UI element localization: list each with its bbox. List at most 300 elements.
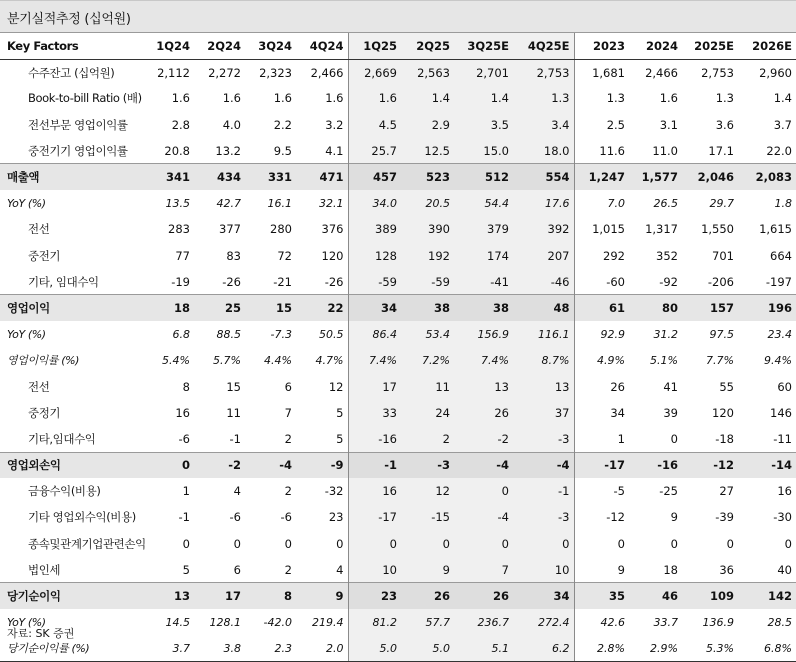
table-cell: 5.0	[401, 635, 454, 661]
table-cell: -59	[348, 269, 401, 295]
table-cell: 9.5	[273, 143, 292, 158]
table-cell: 2	[284, 562, 292, 577]
table-row	[0, 295, 796, 321]
table-cell: 20.8	[164, 143, 190, 158]
table-cell: 26	[401, 583, 454, 609]
table-cell: 17.1	[708, 143, 734, 158]
table-cell: 5.1	[454, 635, 513, 661]
table-cell: 26	[574, 373, 629, 399]
column-header: 3Q25E	[454, 33, 513, 59]
table-cell: 80	[629, 295, 682, 321]
table-cell: 2.9	[401, 112, 454, 138]
table-cell: 4.0	[222, 117, 241, 132]
table-cell: 5.4%	[162, 353, 190, 367]
row-label: Book-to-bill Ratio (배)	[28, 91, 142, 106]
row-label: YoY (%)	[7, 196, 46, 210]
table-cell: 523	[401, 164, 454, 190]
table-cell: 9	[670, 510, 678, 525]
column-header: 2025E	[682, 33, 738, 59]
table-cell: 16.1	[267, 196, 292, 210]
table-cell: 236.7	[454, 609, 513, 635]
table-cell: 2.8%	[574, 635, 629, 661]
table-cell: 25	[194, 295, 245, 321]
table-cell: 23	[348, 583, 401, 609]
table-cell: 331	[245, 164, 296, 190]
table-cell: 109	[682, 583, 738, 609]
row-label: 법인세	[28, 562, 61, 577]
table-cell: 2,272	[208, 65, 241, 80]
table-cell: 34.0	[348, 190, 401, 216]
table-cell: -16	[629, 452, 682, 478]
table-cell: -9	[296, 452, 348, 478]
table-cell: 11.0	[652, 143, 678, 158]
table-cell: 4.9%	[574, 347, 629, 373]
table-cell: 12	[401, 478, 454, 504]
table-cell: -5	[574, 478, 629, 504]
table-cell: 61	[574, 295, 629, 321]
table-cell: 192	[401, 243, 454, 269]
table-title-bar	[0, 0, 796, 33]
table-cell: 1.6	[171, 91, 190, 106]
table-row	[0, 216, 796, 242]
table-cell: 457	[348, 164, 401, 190]
row-label: 종속및관계기업관련손익	[28, 536, 146, 551]
table-cell: 379	[454, 216, 513, 242]
table-cell: 1.6	[659, 91, 678, 106]
table-cell: 2,753	[513, 59, 574, 85]
table-cell: 33.7	[653, 615, 678, 629]
table-cell: 4.7%	[315, 353, 344, 367]
table-cell: 1.6	[273, 91, 292, 106]
table-cell: 13	[454, 373, 513, 399]
table-cell: 15	[245, 295, 296, 321]
table-cell: 29.7	[709, 196, 734, 210]
table-row	[0, 190, 796, 216]
earnings-table	[0, 33, 796, 662]
table-cell: -3	[513, 504, 574, 530]
table-cell: 16	[348, 478, 401, 504]
row-label: 중정기	[28, 405, 61, 420]
table-cell: 7.4%	[454, 347, 513, 373]
table-cell: -6	[178, 431, 190, 446]
table-cell: 1,577	[629, 164, 682, 190]
table-cell: 1,615	[759, 222, 792, 237]
table-row	[0, 85, 796, 111]
table-cell: 389	[348, 216, 401, 242]
table-cell: 2,701	[454, 59, 513, 85]
table-cell: 5.1%	[650, 353, 678, 367]
table-cell: 0	[454, 478, 513, 504]
table-cell: -4	[513, 452, 574, 478]
table-cell: -18	[715, 431, 734, 446]
header-label: Key Factors	[0, 33, 150, 59]
table-cell: 7	[284, 405, 292, 420]
table-cell: 352	[656, 248, 678, 263]
table-cell: 1.6	[222, 91, 241, 106]
table-cell: 1.4	[773, 91, 792, 106]
table-cell: -7.3	[270, 327, 292, 341]
table-cell: -6	[229, 510, 241, 525]
table-cell: -30	[773, 510, 792, 525]
table-cell: 15	[226, 379, 241, 394]
table-cell: 83	[226, 248, 241, 263]
table-cell: 2,046	[682, 164, 738, 190]
row-label: 영업외손익	[0, 452, 150, 478]
table-cell: 5	[336, 431, 344, 446]
table-cell: 1.3	[574, 85, 629, 111]
table-cell: 1.3	[513, 85, 574, 111]
row-label: 금융수익(비용)	[28, 484, 101, 499]
table-cell: 2.8	[171, 117, 190, 132]
table-cell: 376	[321, 222, 344, 237]
row-label: 전선부문 영업이익률	[28, 117, 128, 132]
table-cell: 10	[513, 557, 574, 583]
table-cell: 37	[513, 400, 574, 426]
table-cell: 554	[513, 164, 574, 190]
table-cell: -60	[574, 269, 629, 295]
table-cell: 136.9	[702, 615, 734, 629]
table-cell: 60	[777, 379, 792, 394]
table-cell: 3.5	[454, 112, 513, 138]
table-cell: 6	[233, 562, 241, 577]
table-cell: 17	[194, 583, 245, 609]
table-cell: 38	[401, 295, 454, 321]
table-cell: 34	[348, 295, 401, 321]
table-row	[0, 59, 796, 85]
table-cell: 57.7	[401, 609, 454, 635]
row-label: YoY (%)	[7, 615, 46, 629]
row-label: YoY (%)	[7, 327, 46, 341]
table-row	[0, 635, 796, 661]
table-cell: 7.2%	[401, 347, 454, 373]
table-cell: -46	[513, 269, 574, 295]
table-cell: 20.5	[401, 190, 454, 216]
table-cell: 0	[182, 536, 190, 551]
table-cell: 4.1	[325, 143, 344, 158]
table-cell: 2	[284, 484, 292, 499]
table-cell: 377	[219, 222, 241, 237]
table-cell: 701	[712, 248, 734, 263]
table-cell: -26	[222, 274, 241, 289]
table-cell: -4	[454, 452, 513, 478]
table-cell: 72	[277, 248, 292, 263]
table-cell: 219.4	[312, 615, 344, 629]
table-cell: 35	[574, 583, 629, 609]
row-label: 중전기기 영업이익률	[28, 143, 128, 158]
table-cell: 207	[513, 243, 574, 269]
table-cell: 1,247	[574, 164, 629, 190]
table-cell: 12.5	[401, 138, 454, 164]
table-cell: 471	[296, 164, 348, 190]
table-cell: 1.4	[454, 85, 513, 111]
table-cell: 28.5	[767, 615, 792, 629]
table-cell: 9	[296, 583, 348, 609]
column-header: 4Q25E	[513, 33, 574, 59]
table-cell: 7.7%	[706, 353, 734, 367]
table-cell: 2.9%	[629, 635, 682, 661]
table-cell: -32	[324, 484, 344, 499]
row-label: 매출액	[0, 164, 150, 190]
row-label: 영업이익	[0, 295, 150, 321]
table-row	[0, 243, 796, 269]
row-label: 기타,임대수익	[28, 431, 96, 446]
table-cell: 18	[663, 562, 678, 577]
table-cell: 2,112	[157, 65, 190, 80]
table-cell: -1	[513, 478, 574, 504]
table-cell: 18	[150, 295, 194, 321]
table-cell: -1	[229, 431, 241, 446]
table-cell: -3	[513, 426, 574, 452]
table-cell: 1	[182, 484, 190, 499]
table-cell: 0	[150, 452, 194, 478]
table-cell: 2,466	[310, 65, 344, 80]
table-cell: -2	[454, 426, 513, 452]
table-cell: 13.2	[215, 143, 241, 158]
table-cell: 11	[226, 405, 241, 420]
row-label: 당기순이익	[0, 583, 150, 609]
table-cell: -17	[574, 452, 629, 478]
table-cell: 50.5	[319, 327, 344, 341]
table-cell: 5.7%	[213, 353, 241, 367]
table-cell: 2,960	[759, 65, 792, 80]
table-cell: 156.9	[454, 321, 513, 347]
table-cell: 3.4	[513, 112, 574, 138]
table-cell: 32.1	[319, 196, 344, 210]
table-row	[0, 531, 796, 557]
row-label: 중전기	[28, 248, 61, 263]
table-cell: -12	[574, 504, 629, 530]
table-cell: -14	[738, 452, 796, 478]
table-cell: 92.9	[574, 321, 629, 347]
table-cell: -25	[659, 484, 678, 499]
table-cell: 27	[719, 484, 734, 499]
table-row	[0, 557, 796, 583]
table-cell: 116.1	[513, 321, 574, 347]
table-cell: -197	[765, 274, 792, 289]
table-cell: 26.5	[653, 196, 678, 210]
column-header: 2Q25	[401, 33, 454, 59]
table-cell: -12	[682, 452, 738, 478]
table-cell: 48	[513, 295, 574, 321]
table-cell: -2	[194, 452, 245, 478]
table-cell: -1	[178, 510, 190, 525]
table-cell: 2,669	[348, 59, 401, 85]
table-cell: 128	[348, 243, 401, 269]
table-cell: 42.7	[216, 196, 241, 210]
table-cell: 5.0	[348, 635, 401, 661]
table-cell: 3.1	[659, 117, 678, 132]
table-row	[0, 347, 796, 373]
table-cell: 120	[712, 405, 734, 420]
table-row	[0, 504, 796, 530]
table-cell: 81.2	[348, 609, 401, 635]
table-cell: 5	[182, 562, 190, 577]
table-cell: 7	[454, 557, 513, 583]
table-cell: -21	[273, 274, 292, 289]
table-cell: -41	[454, 269, 513, 295]
table-cell: -92	[659, 274, 678, 289]
column-header: 1Q25	[348, 33, 401, 59]
column-header: 2023	[574, 33, 629, 59]
table-cell: 2.0	[296, 635, 348, 661]
column-header: 2024	[629, 33, 682, 59]
table-row	[0, 609, 796, 635]
table-cell: 6.8	[172, 327, 190, 341]
table-cell: 86.4	[348, 321, 401, 347]
table-cell: 3.8	[194, 635, 245, 661]
table-cell: 9	[574, 557, 629, 583]
table-cell: -59	[401, 269, 454, 295]
table-cell: 36	[719, 562, 734, 577]
table-row	[0, 138, 796, 164]
table-cell: 13	[513, 373, 574, 399]
table-cell: 2,323	[259, 65, 292, 80]
table-cell: 0	[284, 536, 292, 551]
table-cell: 0	[574, 531, 629, 557]
table-row	[0, 269, 796, 295]
table-cell: 13.5	[165, 196, 190, 210]
table-cell: 9	[401, 557, 454, 583]
table-cell: 0	[726, 536, 734, 551]
table-cell: 142	[738, 583, 796, 609]
table-cell: 2,753	[701, 65, 734, 80]
table-cell: 5	[336, 405, 344, 420]
column-header: 2Q24	[194, 33, 245, 59]
table-cell: 392	[513, 216, 574, 242]
table-cell: 23.4	[767, 327, 792, 341]
table-cell: 0	[454, 531, 513, 557]
table-cell: 196	[738, 295, 796, 321]
table-row	[0, 478, 796, 504]
table-cell: -3	[401, 452, 454, 478]
table-cell: 34	[574, 400, 629, 426]
table-cell: 4	[233, 484, 241, 499]
table-cell: -16	[348, 426, 401, 452]
table-cell: 23	[328, 510, 344, 525]
table-row	[0, 400, 796, 426]
column-header: 3Q24	[245, 33, 296, 59]
row-label: 당기순이익률 (%)	[0, 635, 150, 661]
table-title: 분기실적추정 (십억원)	[7, 12, 131, 27]
earnings-table-body	[0, 33, 796, 662]
table-cell: 88.5	[216, 327, 241, 341]
header-row	[0, 33, 796, 59]
table-cell: 2,466	[645, 65, 678, 80]
table-cell: 3.7	[773, 117, 792, 132]
table-cell: -1	[348, 452, 401, 478]
table-cell: 1.4	[401, 85, 454, 111]
table-cell: 7.4%	[348, 347, 401, 373]
table-cell: -15	[401, 504, 454, 530]
table-cell: 26	[454, 583, 513, 609]
table-cell: 3.2	[325, 117, 344, 132]
row-label: 전선	[28, 379, 50, 394]
table-cell: 9.4%	[764, 353, 792, 367]
table-cell: 2	[284, 431, 292, 446]
table-cell: 4.4%	[264, 353, 292, 367]
table-cell: 1,681	[574, 59, 629, 85]
table-cell: 1,015	[574, 216, 629, 242]
table-cell: 1.3	[715, 91, 734, 106]
table-cell: 128.1	[209, 615, 241, 629]
table-cell: 18.0	[513, 138, 574, 164]
table-cell: 13	[150, 583, 194, 609]
table-cell: 16	[777, 484, 792, 499]
table-cell: 42.6	[574, 609, 629, 635]
table-cell: 11	[401, 373, 454, 399]
table-cell: 3.7	[150, 635, 194, 661]
table-cell: -4	[245, 452, 296, 478]
table-row	[0, 112, 796, 138]
table-cell: 15.0	[454, 138, 513, 164]
table-cell: 2,563	[401, 59, 454, 85]
table-cell: 40	[777, 562, 792, 577]
table-cell: 12	[328, 379, 344, 394]
table-row	[0, 426, 796, 452]
table-cell: 34	[513, 583, 574, 609]
table-cell: 390	[401, 216, 454, 242]
table-cell: 31.2	[653, 327, 678, 341]
table-cell: 0	[348, 531, 401, 557]
table-row	[0, 583, 796, 609]
table-cell: 17.6	[513, 190, 574, 216]
table-cell: 46	[629, 583, 682, 609]
table-cell: 664	[770, 248, 792, 263]
table-cell: 0	[336, 536, 344, 551]
table-cell: 26	[454, 400, 513, 426]
row-label: 기타 영업외수익(비용)	[28, 510, 136, 525]
table-cell: 0	[784, 536, 792, 551]
table-cell: 33	[348, 400, 401, 426]
table-cell: 8.7%	[513, 347, 574, 373]
table-cell: -17	[348, 504, 401, 530]
table-cell: 97.5	[709, 327, 734, 341]
table-cell: -19	[171, 274, 190, 289]
table-cell: -39	[715, 510, 734, 525]
column-header: 2026E	[738, 33, 796, 59]
table-cell: 1,550	[701, 222, 734, 237]
table-cell: 0	[513, 531, 574, 557]
table-cell: 4	[336, 562, 344, 577]
table-row	[0, 321, 796, 347]
table-cell: 41	[663, 379, 678, 394]
table-cell: -42.0	[263, 615, 292, 629]
table-cell: 14.5	[165, 615, 190, 629]
table-row	[0, 452, 796, 478]
table-cell: 1.8	[774, 196, 792, 210]
table-cell: 1.6	[348, 85, 401, 111]
table-cell: 55	[719, 379, 734, 394]
table-cell: 6	[284, 379, 292, 394]
table-cell: 2.2	[273, 117, 292, 132]
column-header: 1Q24	[150, 33, 194, 59]
table-row	[0, 164, 796, 190]
table-cell: 341	[150, 164, 194, 190]
table-row	[0, 373, 796, 399]
table-cell: 174	[454, 243, 513, 269]
table-cell: 0	[670, 536, 678, 551]
table-cell: 2,083	[738, 164, 796, 190]
table-cell: 280	[270, 222, 292, 237]
row-label: 기타, 임대수익	[28, 274, 99, 289]
table-cell: 283	[168, 222, 190, 237]
table-cell: 2.5	[574, 112, 629, 138]
table-cell: -6	[280, 510, 292, 525]
table-cell: 6.8%	[738, 635, 796, 661]
table-cell: 22.0	[766, 143, 792, 158]
table-cell: 0	[401, 531, 454, 557]
table-cell: 157	[682, 295, 738, 321]
